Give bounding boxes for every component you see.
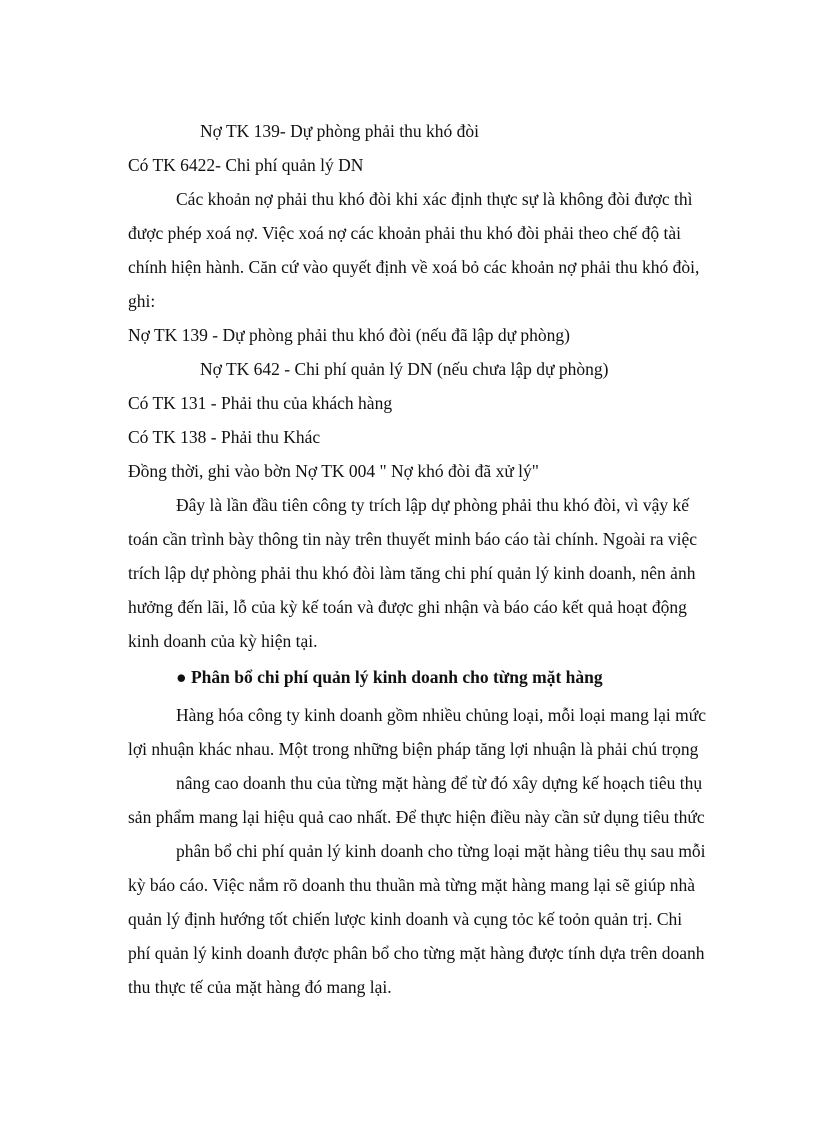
paragraph-line: kinh doanh của kỳ hiện tại. [128,631,318,651]
entry-debit-642: Nợ TK 642 - Chi phí quản lý DN (nếu chưa lập dự phòng) [200,359,609,379]
paragraph-line: Hàng hóa công ty kinh doanh gồm nhiều chủng loại, mỗi loại mang lại mức [176,705,707,725]
entry-credit-131: Có TK 131 - Phải thu của khách hàng [128,393,393,413]
paragraph-line: phí quản lý kinh doanh được phân bổ cho từng mặt hàng được tính dựa trên doanh [128,943,705,963]
entry-credit-6422: Có TK 6422- Chi phí quản lý DN [128,155,364,175]
entry-debit-139-provision: Nợ TK 139 - Dự phòng phải thu khó đòi (nếu đã lập dự phòng) [128,325,571,345]
paragraph-line: trích lập dự phòng phải thu khó đòi làm tăng chi phí quản lý kinh doanh, nên ảnh [128,563,696,583]
entry-credit-138: Có TK 138 - Phải thu Khác [128,427,321,447]
paragraph-line: nâng cao doanh thu của từng mặt hàng để từ đó xây dựng kế hoạch tiêu thụ [176,773,703,793]
paragraph-line: thu thực tế của mặt hàng đó mang lại. [128,977,392,997]
paragraph-line: được phép xoá nợ. Việc xoá nợ các khoản phải thu khó đòi phải theo chế độ tài [128,223,681,243]
entry-tk-004: Đồng thời, ghi vào bờn Nợ TK 004 " Nợ khó đòi đã xử lý" [128,461,539,481]
section-heading: ● Phân bổ chi phí quản lý kinh doanh cho từng mặt hàng [176,667,603,687]
paragraph-line: quản lý định hướng tốt chiến lược kinh doanh và cụng tỏc kế toỏn quản trị. Chi [128,909,683,929]
entry-debit-139: Nợ TK 139- Dự phòng phải thu khó đòi [200,121,479,141]
paragraph-line: phân bổ chi phí quản lý kinh doanh cho từng loại mặt hàng tiêu thụ sau mỗi [176,841,706,861]
paragraph-line: sản phẩm mang lại hiệu quả cao nhất. Để thực hiện điều này cần sử dụng tiêu thức [128,807,705,827]
paragraph-line: toán cần trình bày thông tin này trên thuyết minh báo cáo tài chính. Ngoài ra việc [128,529,698,549]
paragraph-line: Các khoản nợ phải thu khó đòi khi xác định thực sự là không đòi được thì [176,189,693,209]
paragraph-line: chính hiện hành. Căn cứ vào quyết định về xoá bỏ các khoản nợ phải thu khó đòi, [128,257,700,277]
paragraph-line: ghi: [128,291,156,311]
paragraph-line: lợi nhuận khác nhau. Một trong những biện pháp tăng lợi nhuận là phải chú trọng [128,739,699,759]
paragraph-line: Đây là lần đầu tiên công ty trích lập dự phòng phải thu khó đòi, vì vậy kế [176,495,689,515]
paragraph-line: hưởng đến lãi, lỗ của kỳ kế toán và được ghi nhận và báo cáo kết quả hoạt động [128,597,687,617]
paragraph-line: kỳ báo cáo. Việc nắm rõ doanh thu thuần mà từng mặt hàng mang lại sẽ giúp nhà [128,875,695,895]
